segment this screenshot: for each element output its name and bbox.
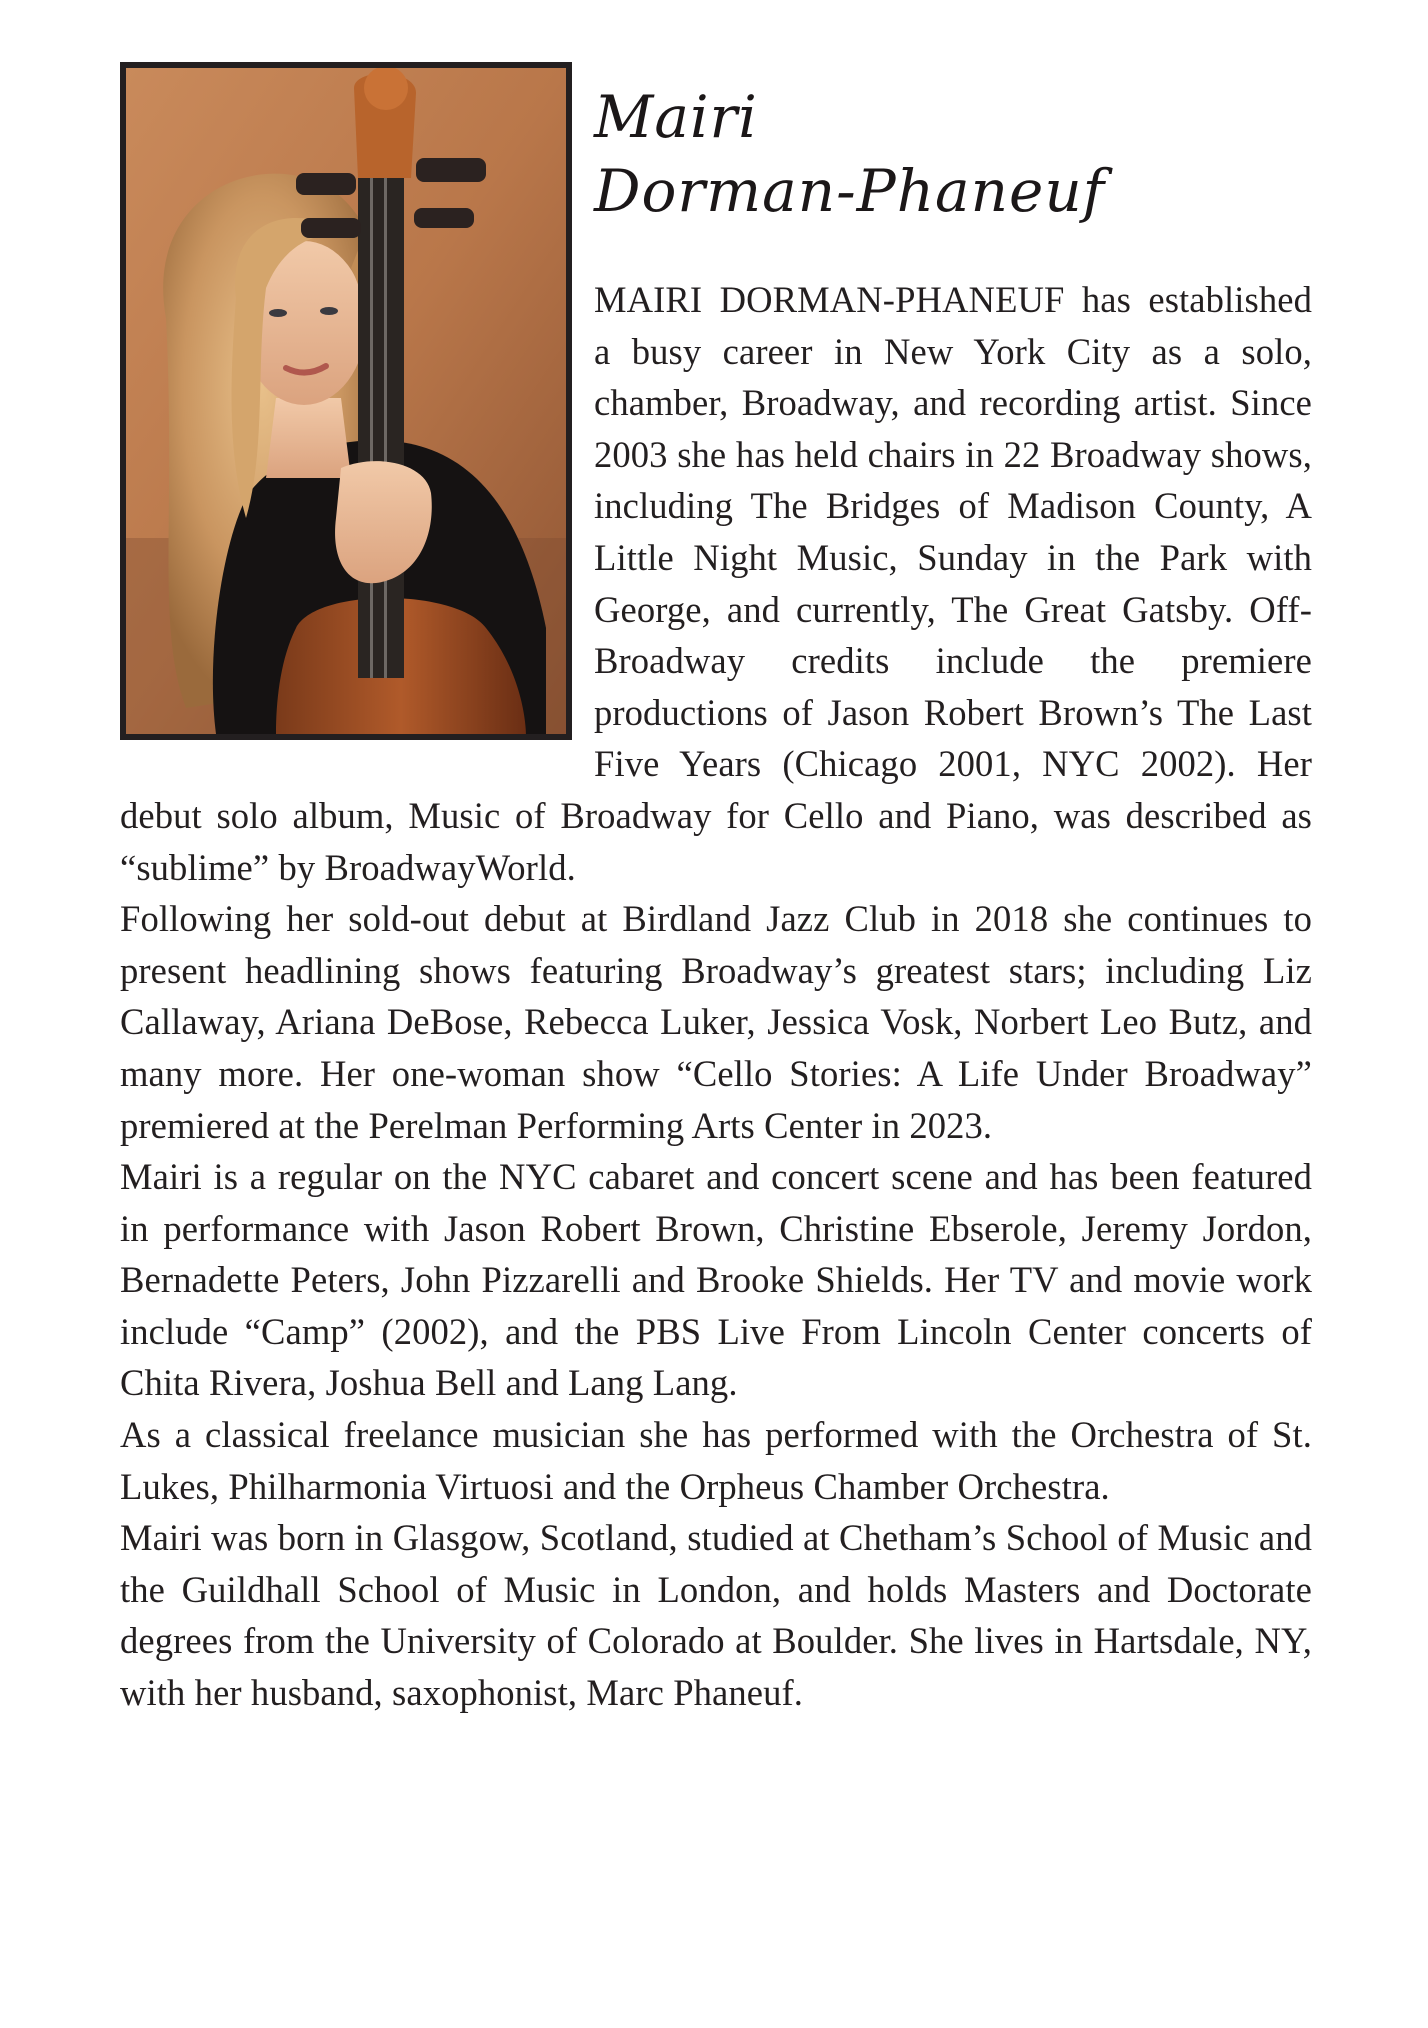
title-line-last-name: Dorman-Phaneuf: [594, 157, 1106, 225]
bio-paragraph: Following her sold-out debut at Birdland Jazz Club in 2018 she continues to present headlining shows featuring Broadway’s greatest stars; including Liz Callaway, Ariana DeBose, Rebecca Luker, Jessica Vosk, Norbert Leo Butz, and many more. Her one-woman show “Cello Stories: A Life Under Broadway” premiered at the Perelman Performing Arts Center in 2023.: [120, 898, 1312, 1146]
bio-paragraph: As a classical freelance musician she has performed with the Orchestra of St. Lukes, Philharmonia Virtuosi and the Orpheus Chamber Orchestra.: [120, 1414, 1312, 1507]
title-line-first-name: Mairi: [594, 83, 758, 151]
portrait-with-cello-photo: [126, 68, 566, 734]
bio-paragraph: Mairi was born in Glasgow, Scotland, studied at Chetham’s School of Music and the Guildhall School of Music in London, and holds Masters and Doctorate degrees from the University of Colorado at Boulder. She lives in Hartsdale, NY, with her husband, saxophonist, Marc Phaneuf.: [120, 1517, 1312, 1714]
bio-page: [120, 62, 1312, 1962]
bio-paragraph: Mairi is a regular on the NYC cabaret and concert scene and has been featured in performance with Jason Robert Brown, Christine Ebserole, Jeremy Jordon, Bernadette Peters, John Pizzarelli and Brooke Shields. Her TV and movie work include “Camp” (2002), and the PBS Live From Lincoln Center concerts of Chita Rivera, Joshua Bell and Lang Lang.: [120, 1156, 1312, 1404]
portrait-photo: [120, 62, 572, 740]
bio-paragraph: MAIRI DORMAN-PHANEUF has established a busy career in New York City as a solo, chamber, Broadway, and recording artist. Since 2003 she has held chairs in 22 Broadway shows, including The Bridges of Madison County, A Little Night Music, Sunday in the Park with George, and currently, The Great Gatsby. Off-Broadway credits include the premiere productions of Jason Robert Brown’s The Last Five Years (Chicago 2001, NYC 2002). Her debut solo album, Music of Broadway for Cello and Piano, was described as “sublime” by BroadwayWorld.: [120, 279, 1312, 888]
